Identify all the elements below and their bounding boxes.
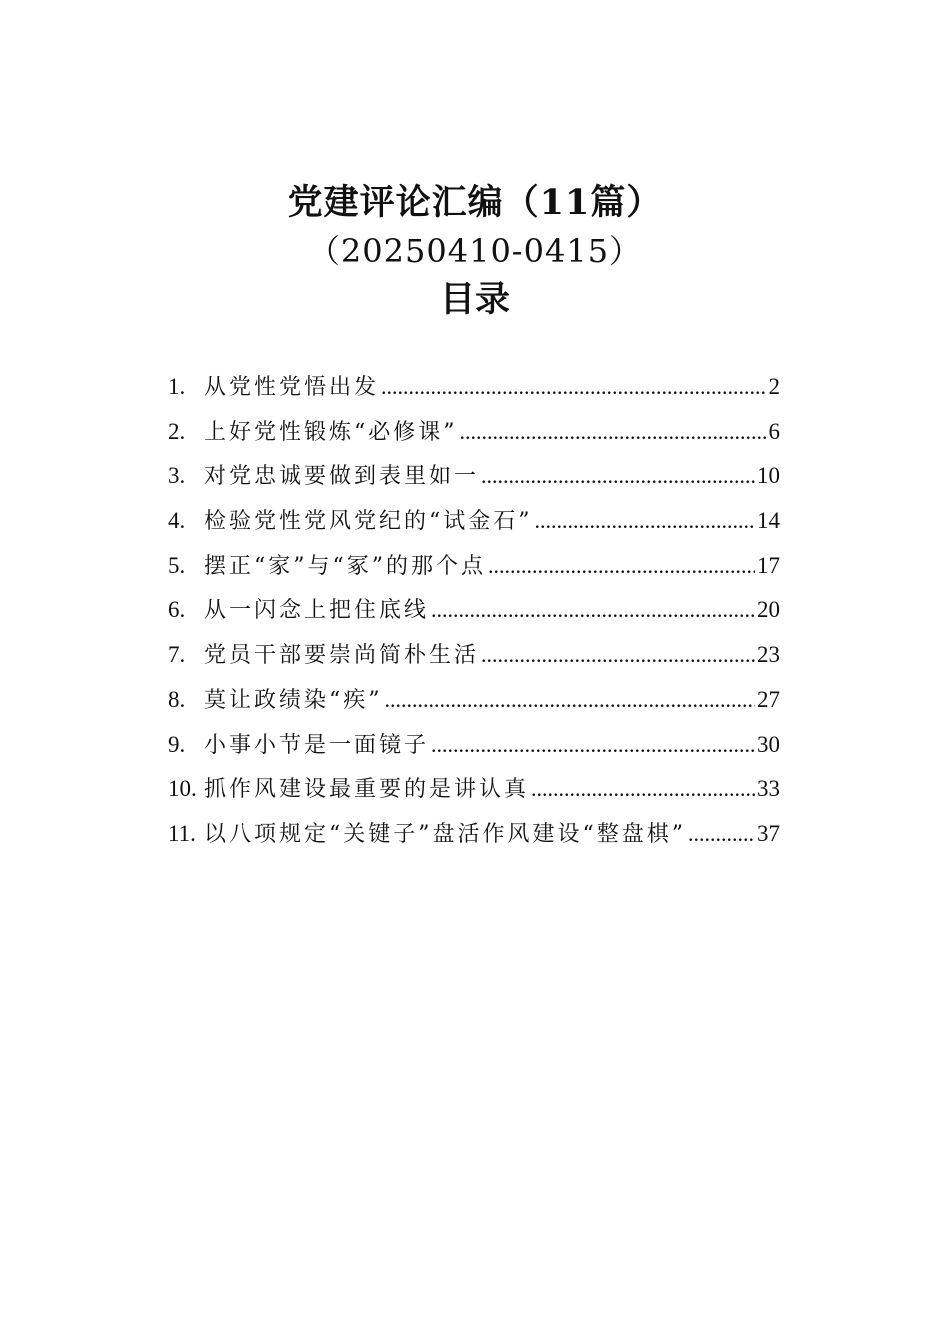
toc-entry-number: 11. [168, 820, 196, 846]
toc-entry-page-number[interactable]: 23 [757, 642, 780, 668]
toc-dot-leader [431, 723, 755, 767]
date-range: （20250410-0415） [307, 232, 643, 270]
toc-entry-number: 9. [168, 731, 186, 757]
toc-entry-number: 2. [168, 418, 186, 444]
toc-entry-page-number[interactable]: 10 [757, 463, 780, 489]
title-block [0, 178, 950, 324]
toc-entry-number: 6. [168, 597, 186, 623]
toc-entry[interactable] [168, 544, 780, 589]
table-of-contents [168, 365, 780, 857]
document-title: 党建评论汇编（11篇） [287, 182, 663, 223]
toc-entry-number: 3. [168, 463, 186, 489]
toc-entry-title[interactable]: 检验党性党风党纪的“试金石” [204, 509, 533, 535]
toc-entry[interactable] [168, 678, 780, 723]
toc-entry-title[interactable]: 从一闪念上把住底线 [204, 598, 430, 624]
toc-entry-title[interactable]: 小事小节是一面镜子 [204, 732, 430, 758]
toc-entry-page-number[interactable]: 37 [757, 820, 780, 846]
toc-entry-page-number[interactable]: 27 [757, 686, 780, 712]
toc-entry-number: 1. [168, 374, 186, 399]
toc-dot-leader [488, 544, 755, 588]
toc-entry-number: 4. [168, 508, 186, 534]
toc-dot-leader [535, 499, 756, 543]
toc-entry[interactable] [168, 588, 780, 633]
toc-entry-page-number[interactable]: 30 [757, 731, 780, 757]
toc-entry-number: 8. [168, 686, 186, 712]
toc-entry-title[interactable]: 摆正“家”与“冢”的那个点 [204, 553, 486, 579]
toc-entry-title[interactable]: 从党性党悟出发 [204, 375, 380, 400]
toc-entry-number: 7. [168, 642, 186, 668]
toc-entry[interactable] [168, 454, 780, 499]
toc-entry-title[interactable]: 对党忠诚要做到表里如一 [204, 464, 480, 490]
toc-dot-leader [385, 678, 756, 722]
toc-dot-leader [381, 365, 766, 409]
toc-heading: 目录 [439, 279, 510, 320]
toc-entry[interactable] [168, 767, 780, 812]
toc-entry-title[interactable]: 抓作风建设最重要的是讲认真 [204, 777, 530, 803]
toc-entry[interactable] [168, 499, 780, 544]
toc-entry[interactable] [168, 633, 780, 678]
toc-dot-leader [481, 633, 755, 677]
toc-dot-leader [431, 588, 755, 632]
toc-dot-leader [688, 812, 755, 856]
toc-dot-leader [531, 767, 755, 811]
toc-entry-page-number[interactable]: 2 [768, 374, 780, 399]
toc-entry-page-number[interactable]: 6 [768, 418, 780, 444]
toc-dot-leader [460, 410, 767, 454]
toc-entry-title[interactable]: 党员干部要崇尚简朴生活 [204, 643, 480, 669]
toc-entry-page-number[interactable]: 20 [757, 597, 780, 623]
toc-dot-leader [481, 454, 755, 498]
toc-entry-page-number[interactable]: 17 [757, 552, 780, 578]
toc-entry-number: 10. [168, 776, 197, 802]
toc-entry-title[interactable]: 上好党性锻炼“必修课” [204, 419, 458, 445]
toc-entry-number: 5. [168, 552, 186, 578]
toc-entry[interactable] [168, 812, 780, 857]
toc-entry-page-number[interactable]: 33 [757, 776, 780, 802]
toc-entry[interactable] [168, 410, 780, 455]
toc-entry-title[interactable]: 以八项规定“关键子”盘活作风建设“整盘棋” [204, 821, 686, 847]
toc-entry[interactable] [168, 723, 780, 768]
toc-entry-page-number[interactable]: 14 [757, 508, 780, 534]
toc-entry-title[interactable]: 莫让政绩染“疾” [204, 687, 383, 713]
toc-entry[interactable] [168, 365, 780, 410]
